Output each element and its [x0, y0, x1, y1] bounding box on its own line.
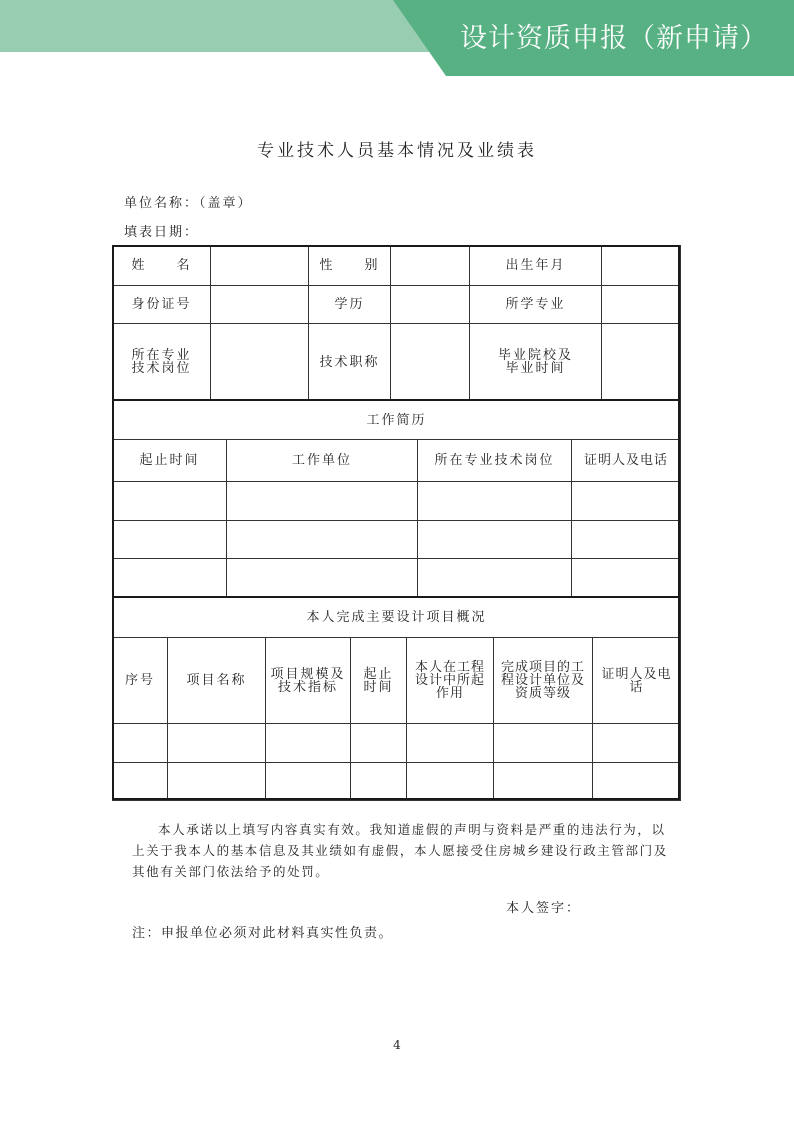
header-scale	[266, 638, 351, 724]
project-name-cell[interactable]	[168, 763, 266, 801]
header-scale-line2: 技术指标	[277, 679, 338, 695]
tech-position-label-line1: 所在专业	[131, 348, 192, 363]
header-reference-line2: 话	[629, 679, 644, 695]
projects-section-title: 本人完成主要设计项目概况	[113, 598, 681, 638]
header-role	[407, 638, 494, 724]
table-row	[113, 521, 681, 559]
header-period	[351, 638, 407, 724]
tech-position-label-line2: 技术岗位	[131, 361, 192, 376]
employer-cell[interactable]	[227, 559, 418, 598]
role-cell[interactable]	[407, 724, 494, 763]
period-cell[interactable]	[351, 724, 407, 763]
birth-date-field[interactable]	[602, 246, 681, 286]
period-cell[interactable]	[351, 763, 407, 801]
section-divider	[112, 399, 680, 401]
header-position: 所在专业技术岗位	[418, 440, 572, 482]
tech-position-field[interactable]	[211, 324, 309, 401]
employer-cell[interactable]	[227, 482, 418, 521]
birth-date-label: 出生年月	[470, 246, 602, 286]
header-project-name: 项目名称	[168, 638, 266, 724]
graduation-label-line1: 毕业院校及	[497, 348, 573, 363]
reference-cell[interactable]	[572, 521, 681, 559]
project-name-cell[interactable]	[168, 724, 266, 763]
pledge-text: 本人承诺以上填写内容真实有效。我知道虚假的声明与资料是严重的违法行为，以上关于我本人的基本信息及其业绩如有虚假，本人愿接受住房城乡建设行政主管部门及其他有关部门依法给予的处罚。	[132, 822, 668, 879]
reference-cell[interactable]	[593, 724, 681, 763]
scale-cell[interactable]	[266, 724, 351, 763]
scale-cell[interactable]	[266, 763, 351, 801]
work-history-table	[112, 400, 681, 598]
unit-name-label: 单位名称：（盖章）	[124, 196, 253, 211]
tech-position-label	[113, 324, 211, 401]
document-title: 专业技术人员基本情况及业绩表	[257, 141, 537, 161]
graduation-label-line2: 毕业时间	[505, 361, 566, 376]
graduation-field[interactable]	[602, 324, 681, 401]
header-reference-line1: 证明人及电	[601, 666, 672, 682]
id-number-field[interactable]	[211, 286, 309, 324]
period-cell[interactable]	[113, 482, 227, 521]
table-row	[113, 559, 681, 598]
position-cell[interactable]	[418, 521, 572, 559]
header-employer: 工作单位	[227, 440, 418, 482]
tech-title-label: 技术职称	[309, 324, 391, 401]
fill-date-label: 填表日期：	[124, 225, 200, 240]
design-unit-cell[interactable]	[494, 763, 593, 801]
education-label: 学历	[309, 286, 391, 324]
footnote: 注：申报单位必须对此材料真实性负责。	[132, 926, 394, 941]
reference-cell[interactable]	[593, 763, 681, 801]
graduation-label	[470, 324, 602, 401]
table-row	[113, 724, 681, 763]
design-unit-cell[interactable]	[494, 724, 593, 763]
section-divider	[112, 596, 680, 598]
banner-title: 设计资质申报（新申请）	[460, 23, 768, 54]
signature-label: 本人签字：	[506, 901, 582, 916]
reference-cell[interactable]	[572, 559, 681, 598]
header-design-unit	[494, 638, 593, 724]
education-field[interactable]	[391, 286, 470, 324]
reference-cell[interactable]	[572, 482, 681, 521]
tech-title-field[interactable]	[391, 324, 470, 401]
gender-field[interactable]	[391, 246, 470, 286]
name-field[interactable]	[211, 246, 309, 286]
header-role-line1: 本人在工程	[414, 660, 485, 675]
table-row	[113, 763, 681, 801]
major-field[interactable]	[602, 286, 681, 324]
role-cell[interactable]	[407, 763, 494, 801]
header-reference	[593, 638, 681, 724]
seq-cell[interactable]	[113, 763, 168, 801]
header-role-line3: 作用	[435, 686, 464, 701]
position-cell[interactable]	[418, 559, 572, 598]
header-scale-line1: 项目规模及	[270, 666, 346, 682]
header-design-unit-line3: 资质等级	[514, 686, 571, 701]
major-label: 所学专业	[470, 286, 602, 324]
seq-cell[interactable]	[113, 724, 168, 763]
header-seq: 序号	[113, 638, 168, 724]
header-period-line1: 起止	[363, 666, 394, 682]
period-cell[interactable]	[113, 521, 227, 559]
period-cell[interactable]	[113, 559, 227, 598]
position-cell[interactable]	[418, 482, 572, 521]
basic-info-table	[112, 245, 681, 401]
employer-cell[interactable]	[227, 521, 418, 559]
header-period-line2: 时间	[363, 679, 394, 695]
page-number: 4	[393, 1038, 401, 1052]
pledge-statement	[132, 819, 677, 882]
name-label: 姓 名	[113, 246, 211, 286]
gender-label: 性 别	[309, 246, 391, 286]
work-history-section-title: 工作简历	[113, 401, 681, 440]
header-design-unit-line2: 程设计单位及	[500, 673, 585, 688]
header-design-unit-line1: 完成项目的工	[500, 660, 585, 675]
header-role-line2: 设计中所起	[414, 673, 485, 688]
header-reference: 证明人及电话	[572, 440, 681, 482]
table-row	[113, 482, 681, 521]
projects-table	[112, 597, 681, 801]
header-period: 起止时间	[113, 440, 227, 482]
id-number-label: 身份证号	[113, 286, 211, 324]
